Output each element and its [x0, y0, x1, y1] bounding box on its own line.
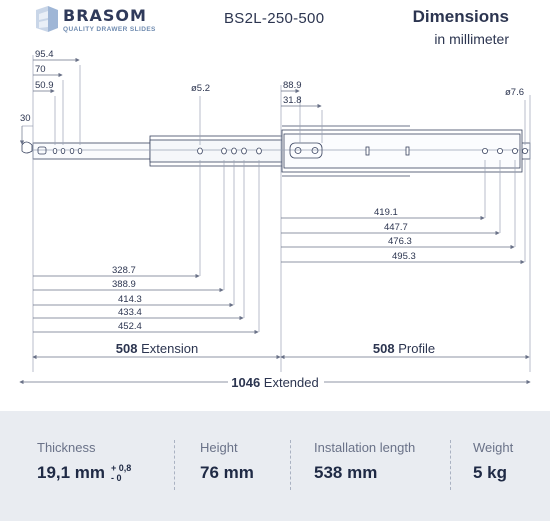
- extension-label: Extension: [141, 341, 199, 356]
- brand-name: BRASOM: [63, 6, 147, 25]
- spec-label: Installation length: [314, 440, 416, 455]
- dim-30: 30: [20, 113, 31, 124]
- dim-433-4: 433.4: [118, 307, 142, 318]
- brand-tagline: QUALITY DRAWER SLIDES: [63, 26, 156, 33]
- dim-50-9: 50.9: [35, 80, 54, 91]
- model-number: BS2L-250-500: [224, 10, 325, 27]
- spec-label: Thickness: [37, 440, 96, 455]
- drawer-slide: [22, 126, 530, 176]
- dim-452-4: 452.4: [118, 321, 142, 332]
- extension-value: 508: [115, 341, 138, 356]
- spec-divider: [174, 440, 175, 490]
- spec-label: Weight: [473, 440, 514, 455]
- hole-diameter-small: ø5.2: [191, 83, 211, 94]
- tolerance: [111, 463, 131, 483]
- dim-414-3: 414.3: [118, 294, 142, 305]
- spec-divider: [450, 440, 451, 490]
- dim-31-8: 31.8: [283, 95, 302, 106]
- profile-value: 508: [372, 341, 395, 356]
- dim-476-3: 476.3: [388, 236, 412, 247]
- spec-divider: [290, 440, 291, 490]
- dim-495-3: 495.3: [392, 251, 416, 262]
- spec-value: 19,1 mm: [37, 463, 106, 482]
- spec-height: [200, 440, 254, 483]
- tolerance-plus: + 0,8: [111, 463, 132, 473]
- dim-95-4: 95.4: [35, 49, 54, 60]
- dim-328-7: 328.7: [112, 265, 136, 276]
- dim-419-1: 419.1: [374, 207, 398, 218]
- spec-value: 5 kg: [473, 463, 508, 482]
- extended-dimension: [231, 375, 318, 390]
- extended-value: 1046: [231, 375, 261, 390]
- page-title: Dimensions: [412, 7, 509, 26]
- spec-installation-length: [314, 440, 415, 483]
- spec-thickness: [37, 440, 131, 483]
- dim-447-7: 447.7: [384, 222, 408, 233]
- dim-70: 70: [35, 64, 46, 75]
- extension-dimension: [116, 341, 198, 356]
- profile-label: Profile: [398, 341, 436, 356]
- spec-label: Height: [200, 440, 238, 455]
- hole-diameter-large: ø7.6: [505, 87, 525, 98]
- spec-value: 538 mm: [314, 463, 378, 482]
- dim-88-9: 88.9: [283, 80, 302, 91]
- page-subtitle: in millimeter: [434, 31, 509, 47]
- spec-value: 76 mm: [200, 463, 254, 482]
- dim-388-9: 388.9: [112, 279, 136, 290]
- spec-weight: [473, 440, 513, 483]
- tolerance-minus: - 0: [111, 473, 122, 483]
- extended-label: Extended: [263, 375, 319, 390]
- profile-dimension: [373, 341, 435, 356]
